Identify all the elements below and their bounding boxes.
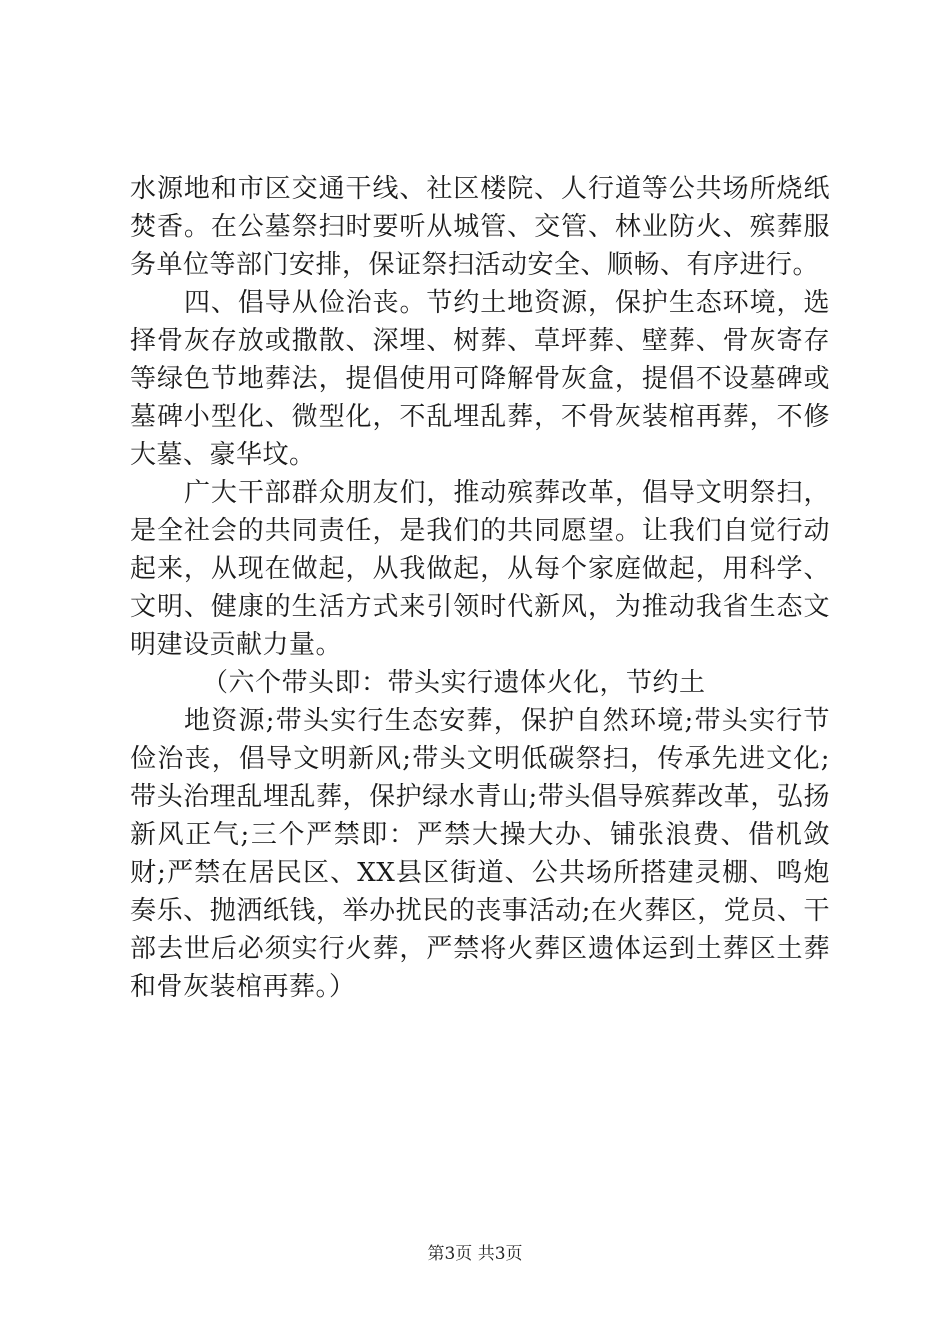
paragraph-appeal: 广大干部群众朋友们，推动殡葬改革，倡导文明祭扫，是全社会的共同责任，是我们的共同愿望。让我们自觉行动起来，从现在做起，从我做起，从每个家庭做起，用科学、文明、健康的生活方式来引领时代新风，为推动我省生态文明建设贡献力量。 — [130, 478, 830, 660]
paragraph-continuation: 水源地和市区交通干线、社区楼院、人行道等公共场所烧纸焚香。在公墓祭扫时要听从城管、交管、林业防火、殡葬服务单位等部门安排，保证祭扫活动安全、顺畅、有序进行。 — [130, 174, 830, 280]
paragraph-note-start: （六个带头即：带头实行遗体火化，节约土 — [202, 668, 706, 698]
paragraph-note-body: 地资源;带头实行生态安葬，保护自然环境;带头实行节俭治丧，倡导文明新风;带头文明低碳祭扫，传承先进文化;带头治理乱埋乱葬，保护绿水青山;带头倡导殡葬改革，弘扬新风正气;三个严禁即：严禁大操大办、铺张浪费、借机敛财;严禁在居民区、XX县区街道、公共场所搭建灵棚、鸣炮奏乐、抛洒纸钱，举办扰民的丧事活动;在火葬区，党员、干部去世后必须实行火葬，严禁将火葬区遗体运到土葬区土葬和骨灰装棺再葬。） — [130, 706, 830, 1002]
paragraph-item-four: 四、倡导从俭治丧。节约土地资源，保护生态环境，选择骨灰存放或撒散、深埋、树葬、草坪葬、壁葬、骨灰寄存等绿色节地葬法，提倡使用可降解骨灰盒，提倡不设墓碑或墓碑小型化、微型化，不乱埋乱葬，不骨灰装棺再葬，不修大墓、豪华坟。 — [130, 288, 830, 470]
page-number: 第3页 共3页 — [427, 1244, 523, 1264]
document-body — [130, 170, 830, 1006]
